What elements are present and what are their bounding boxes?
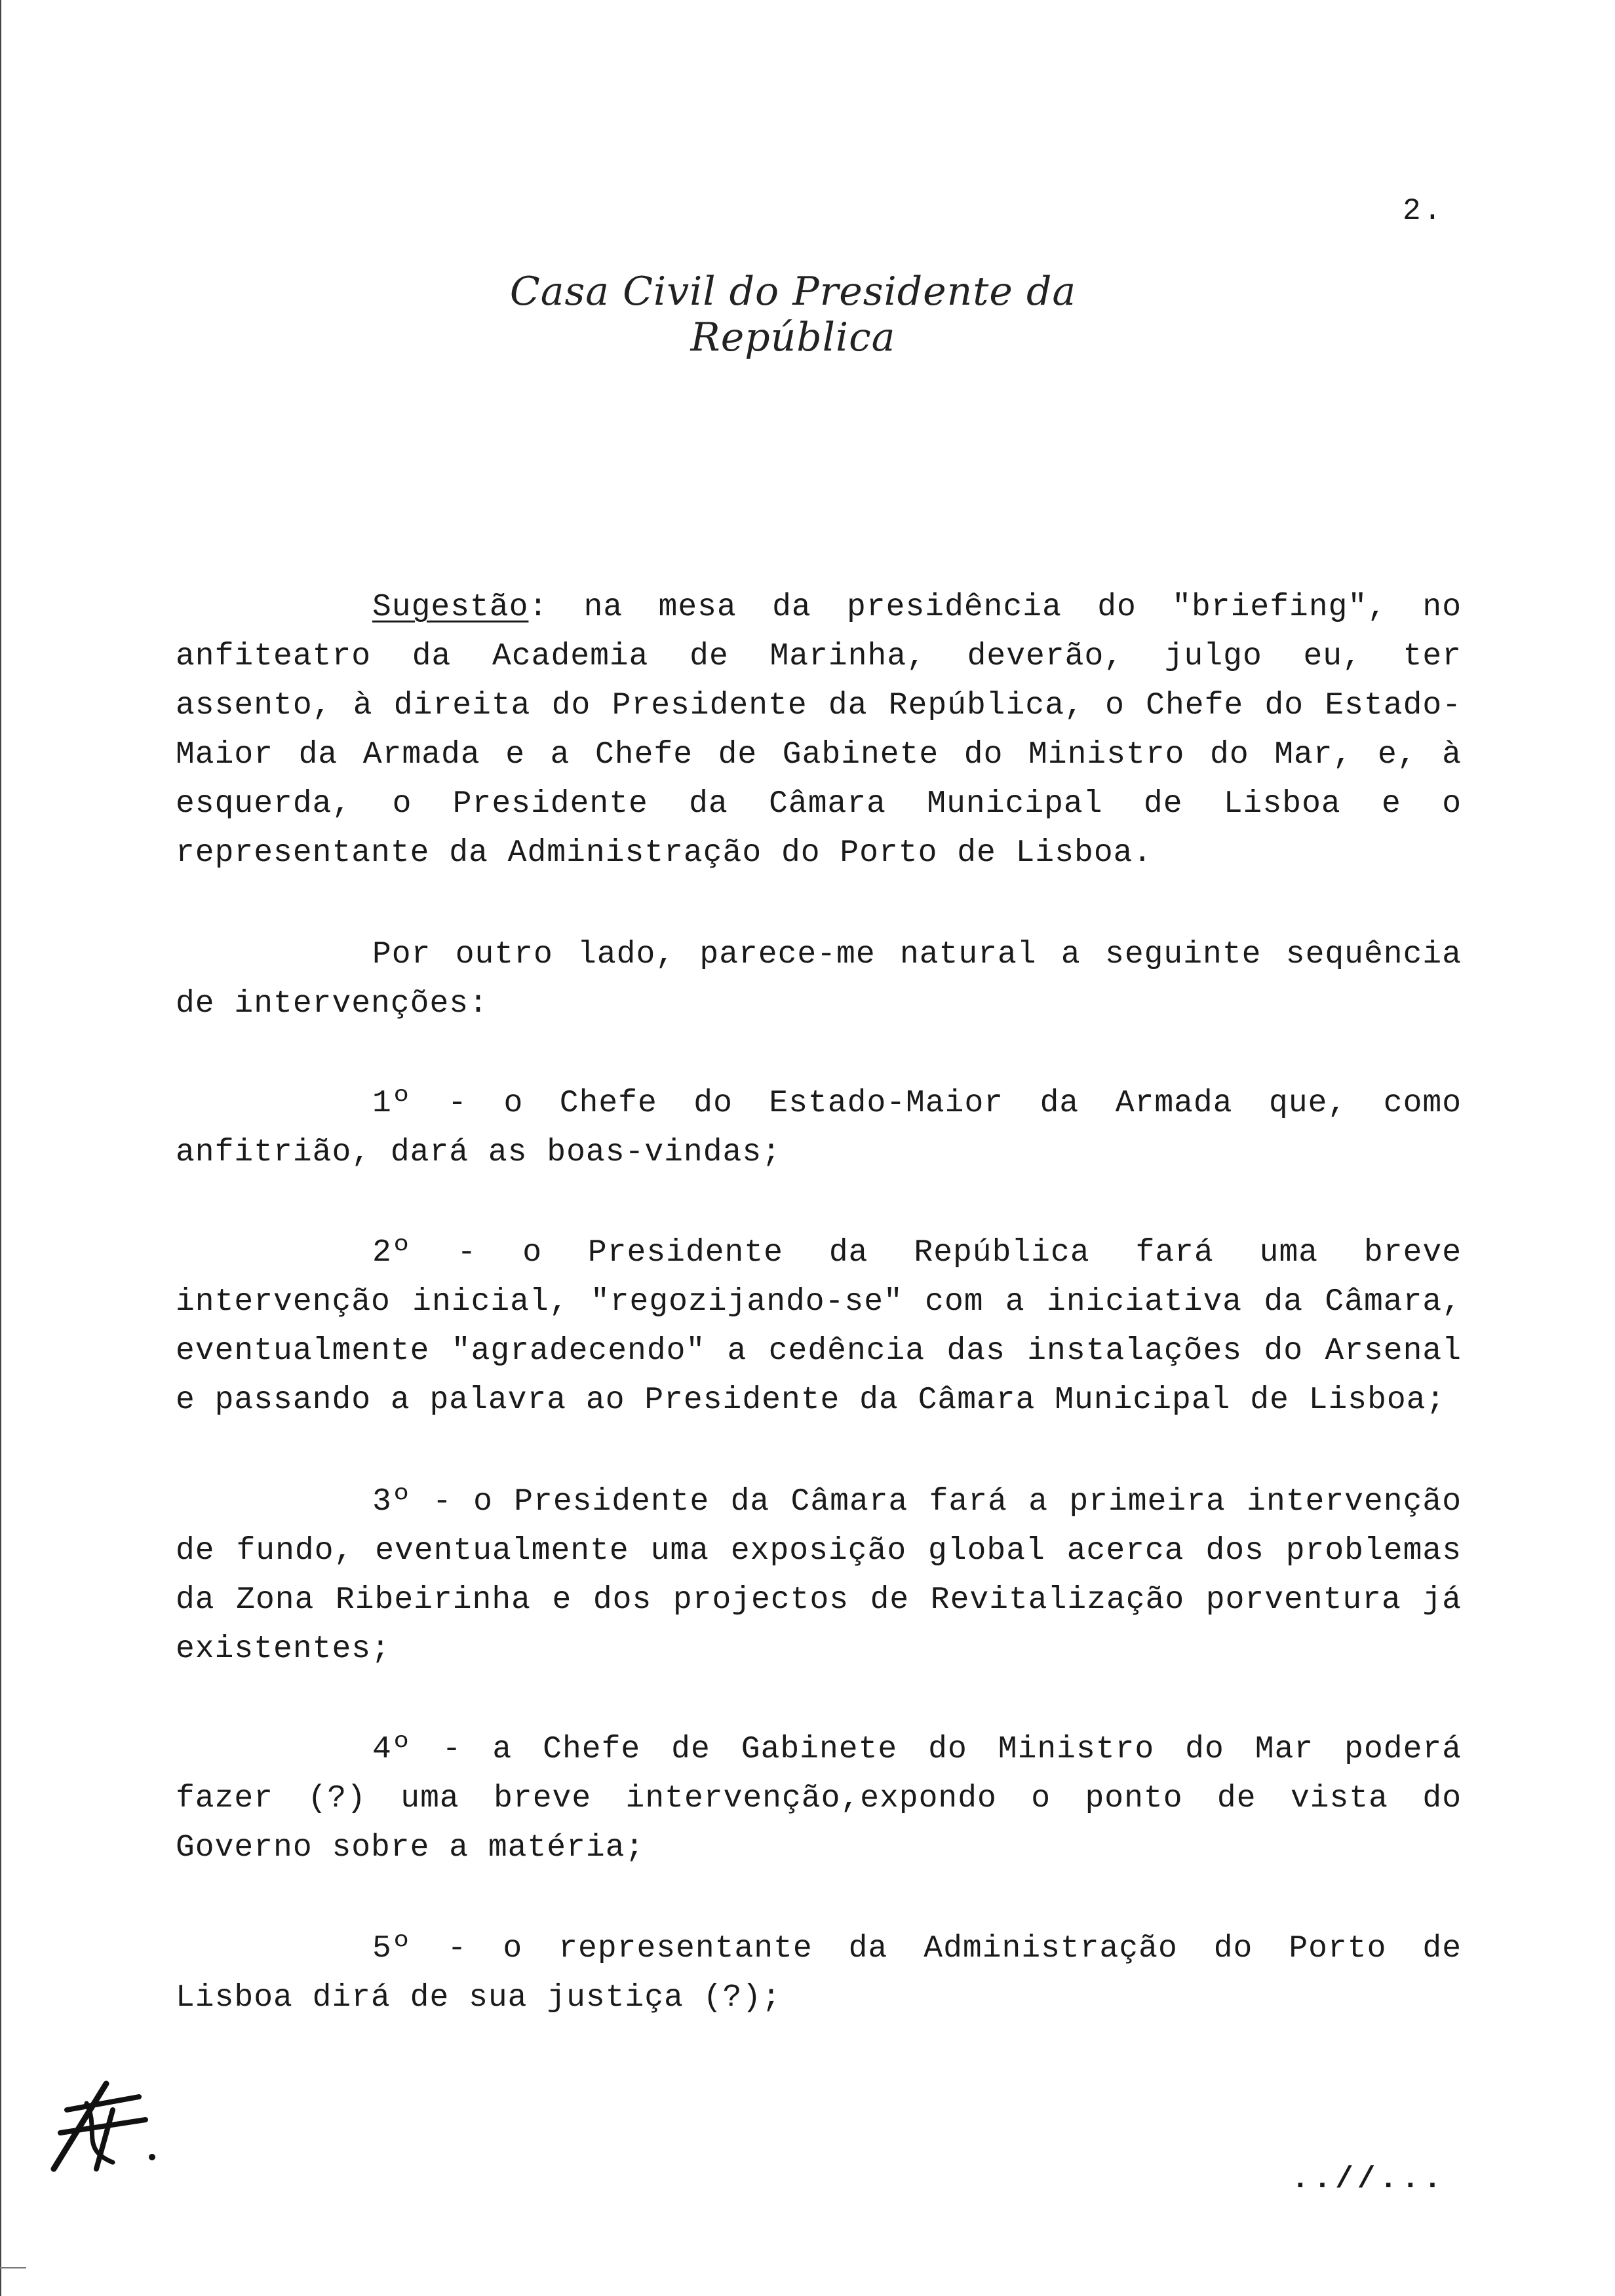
paragraph-item-5 [176,1924,1462,2023]
paragraph-suggestion [176,583,1462,878]
letterhead: Casa Civil do Presidente da República [509,269,1077,360]
signature-icon [41,2071,159,2175]
scan-corner-mark [0,2267,26,2268]
paragraph-text: 5º - o representante da Administração do Porto de Lisboa dirá de sua justiça (?); [176,1931,1462,2016]
paragraph-text: : na mesa da presidência do "briefing", no anfiteatro da Academia de Marinha, deverão, julgo eu, ter assento, à direita do Presidente da República, o Chefe do Estado-Maior da Armada e a Chefe de Gabinete do Ministro do Mar, e, à esquerda, o Presidente da Câmara Municipal de Lisboa e o representante da Administração do Porto de Lisboa. [176,590,1462,871]
paragraph-text: 2º - o Presidente da República fará uma breve intervenção inicial, "regozijando-se" com a iniciativa da Câmara, eventualmente "agradecendo" a cedência das instalações do Arsenal e passando a palavra ao Presidente da Câmara Municipal de Lisboa; [176,1235,1462,1418]
paragraph-text: 3º - o Presidente da Câmara fará a primeira intervenção de fundo, eventualmente uma exposição global acerca dos problemas da Zona Ribeirinha e dos projectos de Revitalização porventura já existentes; [176,1484,1462,1667]
page-number: 2. [1403,194,1445,228]
paragraph-text: 4º - a Chefe de Gabinete do Ministro do Mar poderá fazer (?) uma breve intervenção,expondo o ponto de vista do Governo sobre a matéria; [176,1732,1462,1866]
paragraph-item-1 [176,1079,1462,1177]
continuation-mark: ..//... [1291,2162,1446,2196]
paragraph-item-4 [176,1725,1462,1873]
paragraph-text: Por outro lado, parece-me natural a seguinte sequência de intervenções: [176,937,1462,1022]
paragraph-text: 1º - o Chefe do Estado-Maior da Armada que, como anfitrião, dará as boas-vindas; [176,1086,1462,1170]
paragraph-sequence-intro [176,930,1462,1029]
page-edge-line [0,0,1,2296]
suggestion-label: Sugestão [372,590,529,625]
paragraph-item-2 [176,1229,1462,1425]
paragraph-item-3 [176,1478,1462,1674]
